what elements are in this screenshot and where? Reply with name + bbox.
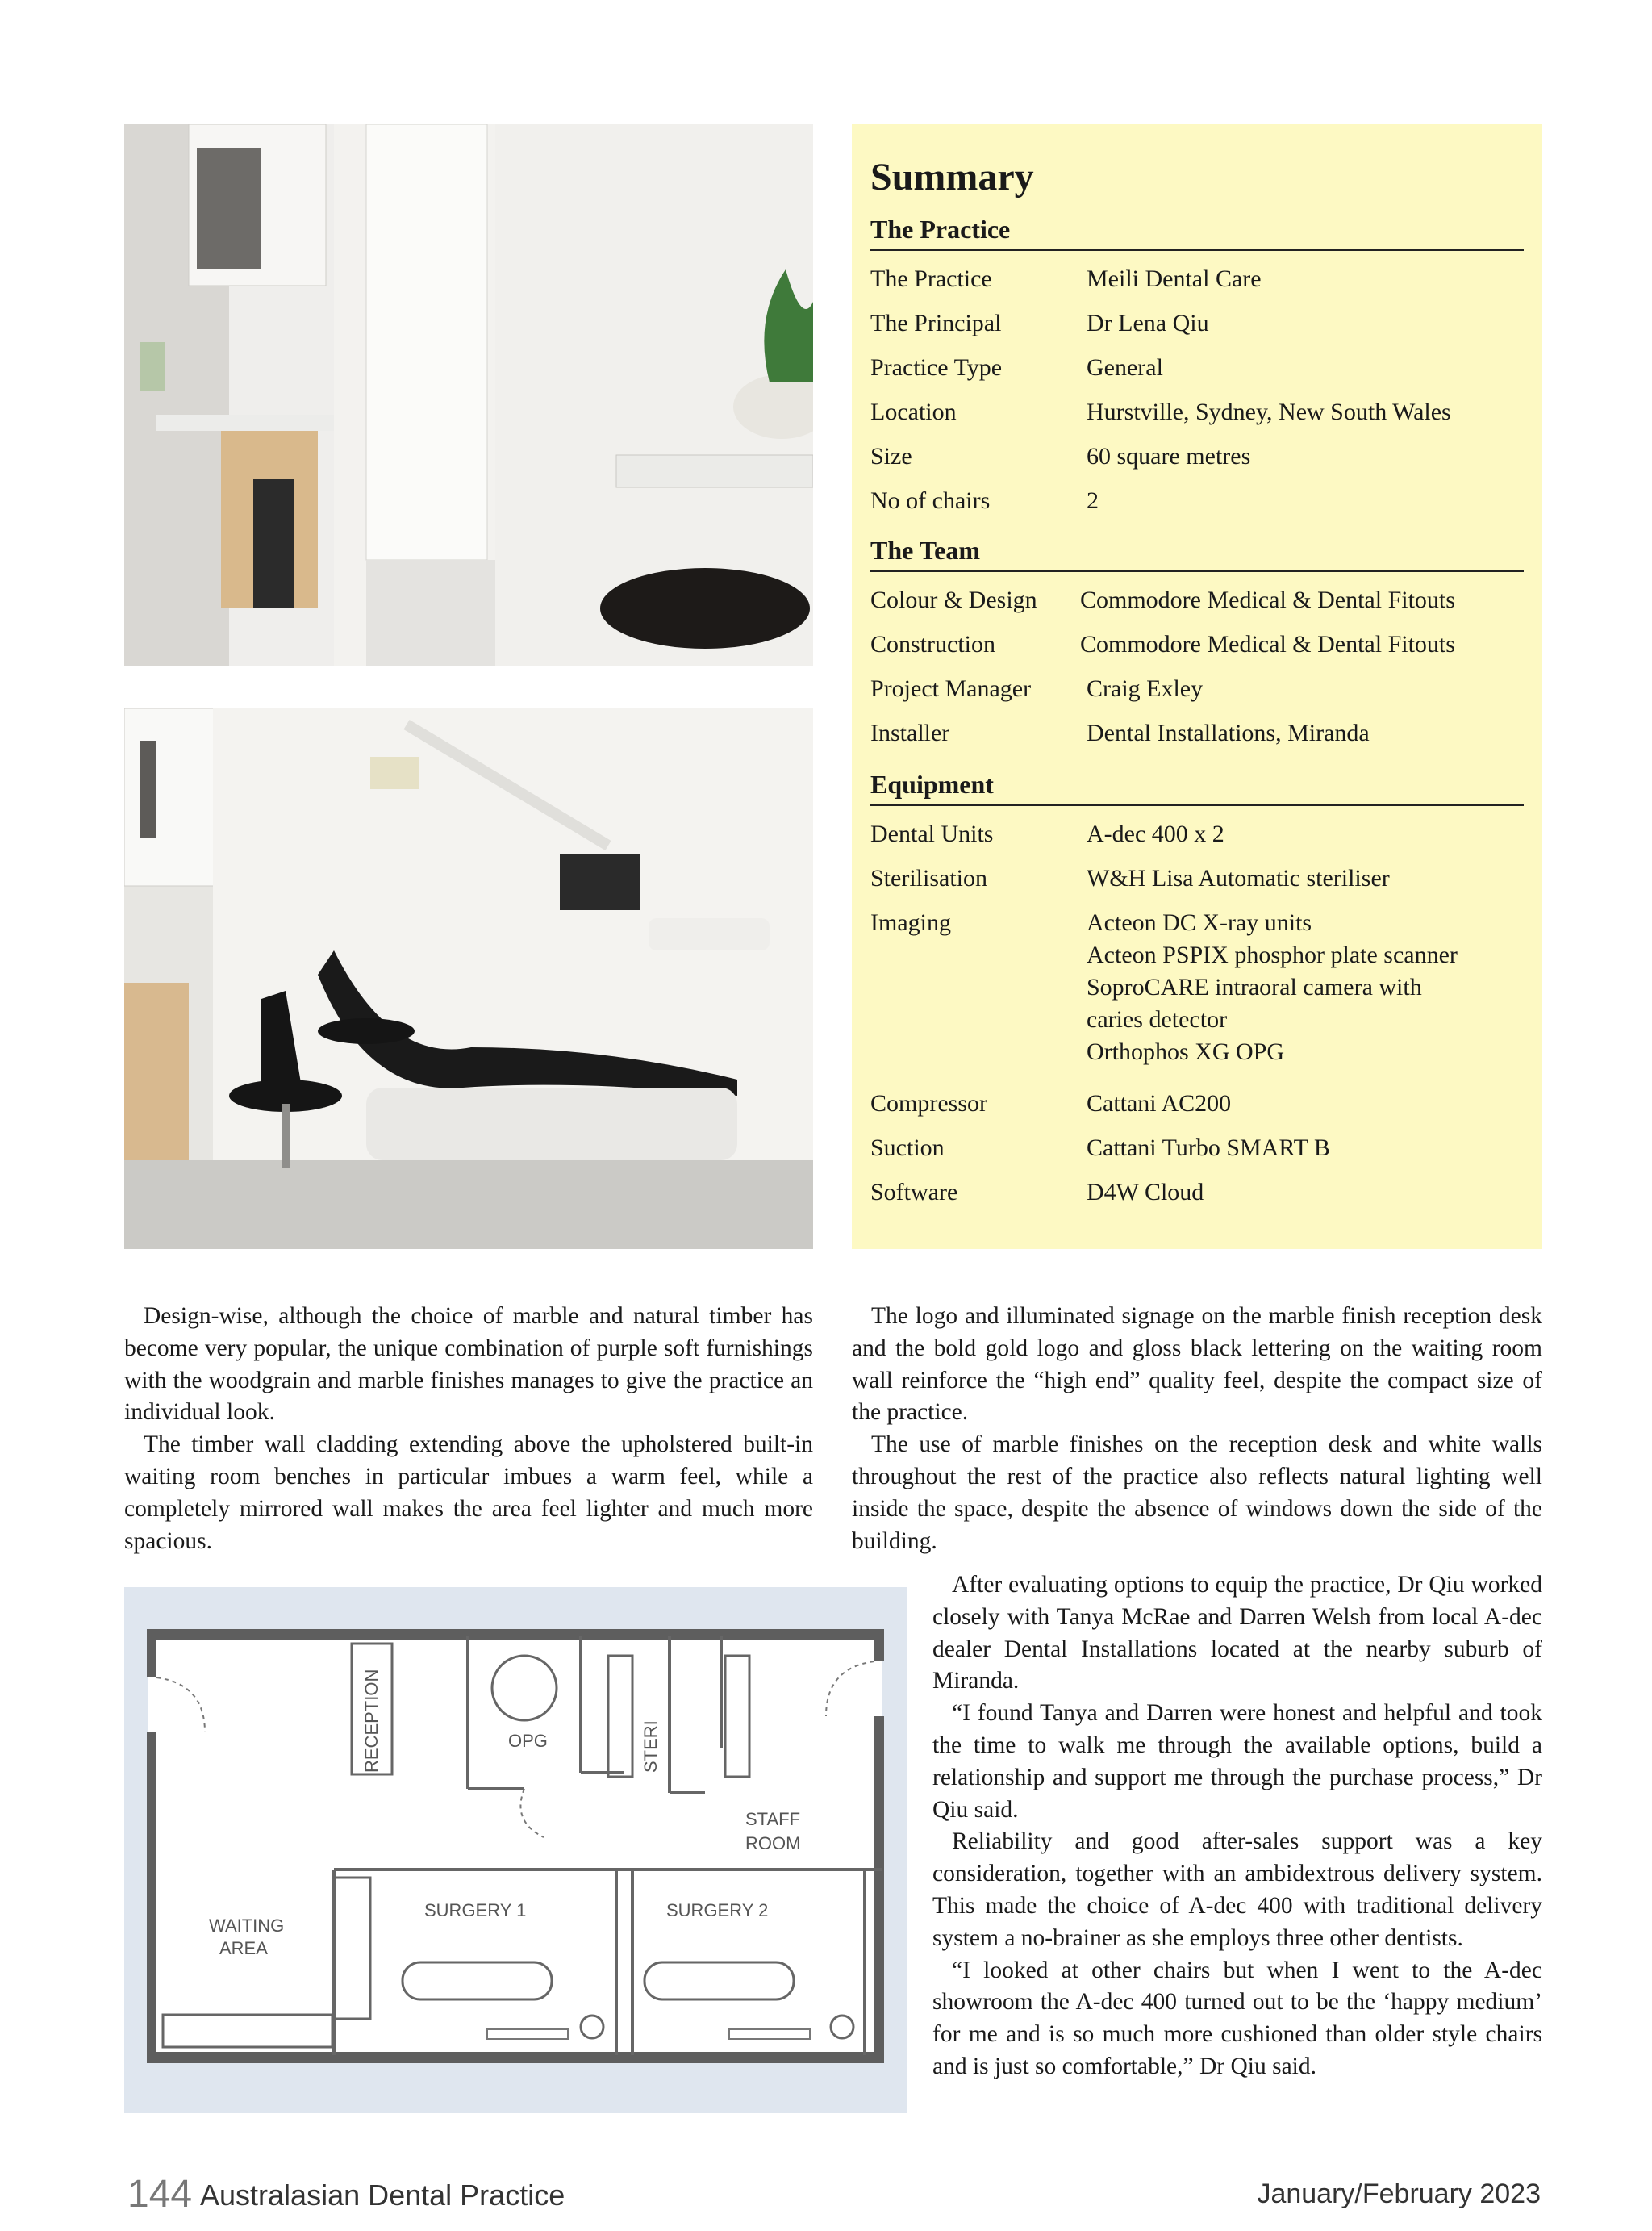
row-imaging: Imaging Acteon DC X-ray units Acteon PSPIX phosphor plate scanner SoproCARE intraoral camera with caries detector Orthophos XG OPG [870,907,1524,1068]
article-right-column-top [852,1301,1542,1557]
imaging-item: Orthophos XG OPG [1087,1038,1285,1065]
imaging-item: Acteon DC X-ray units [1087,909,1312,936]
article-paragraph: The logo and illuminated signage on the marble finish reception desk and the bold gold logo and gloss black lettering on the waiting room wall reinforce the “high end” quality feel, despite the compact size of the practice. [852,1303,1542,1426]
label-surgery-2: SURGERY 2 [666,1900,769,1920]
article-paragraph: “I found Tanya and Darren were honest and helpful and took the time to walk me through the available options, build a relationship and support me through the purchase process,” Dr Qiu said. [932,1700,1542,1823]
section-heading-practice: The Practice [870,215,1524,251]
article-left-column [124,1301,813,1557]
imaging-item: SoproCARE intraoral camera with [1087,974,1422,1001]
summary-title: Summary [870,156,1034,198]
section-heading-equipment: Equipment [870,770,1524,806]
label-waiting: WAITING [209,1916,285,1936]
article-paragraph: The use of marble finishes on the reception desk and white walls throughout the rest of the practice also reflects natural lighting well inside the space, despite the absence of windows down the side of the building. [852,1431,1542,1554]
article-paragraph: Design-wise, although the choice of marble and natural timber has become very popular, the unique combination of purple soft furnishings with the woodgrain and marble finishes manages to give the practice an individual look. [124,1303,813,1426]
floor-plan [124,1587,907,2113]
label-area: AREA [219,1938,268,1958]
photo-staff-kitchenette [124,124,813,666]
photo-surgery [124,708,813,1249]
label-reception: RECEPTION [361,1669,382,1773]
label-opg: OPG [508,1731,548,1751]
imaging-item: caries detector [1087,1006,1228,1033]
magazine-title: Australasian Dental Practice [200,2179,565,2212]
imaging-item: Acteon PSPIX phosphor plate scanner [1087,942,1458,968]
label-staff: STAFF [745,1809,801,1829]
article-paragraph: The timber wall cladding extending above the upholstered built-in waiting room benches in particular imbues a warm feel, while a completely mirrored wall makes the area feel lighter and much more spacious. [124,1431,813,1554]
article-paragraph: “I looked at other chairs but when I went to the A-dec showroom the A-dec 400 turned out to be the ‘happy medium’ for me and is so much more cushioned than older style chairs and is just so comfortable,” Dr Qiu said. [932,1957,1542,2079]
summary-box: Summary The Practice The Practice Meili Dental Care The Principal Dr Lena Qiu Practice Type General Location Hurstville, Sydney, New South Wales Size 60 square metres No of chairs 2 The Team Colour & Design Commodore Medical & Dental Fitouts Construction Commodore Medical & Dental Fitouts Project Manager Craig Exley Installer Dental Installations, Miranda Equipment Dental Units A-dec 400 x 2 Sterilisation W&H Lisa Automatic steriliser Imaging Acteon DC X-ray units Acteon PSPIX phosphor plate scanner SoproCARE intraoral camera with caries detector Orthophos XG OPG Compressor Cattani AC200 Suction Cattani Turbo SMART B Software D4W Cloud [852,124,1542,1249]
section-heading-team: The Team [870,536,1524,572]
article-paragraph: Reliability and good after-sales support was a key consideration, together with an ambidextrous delivery system. This made the choice of A-dec 400 with traditional delivery system a no-brainer as she employs three other dentists. [932,1828,1542,1951]
article-paragraph: After evaluating options to equip the practice, Dr Qiu worked closely with Tanya McRae and Darren Welsh from local A-dec dealer Dental Installations located at the nearby suburb of Miranda. [932,1572,1542,1694]
label-room: ROOM [745,1833,801,1853]
article-right-column-bottom [932,1569,1542,2083]
label-surgery-1: SURGERY 1 [424,1900,527,1920]
page-number: 144 [127,2173,193,2216]
issue-date: January/February 2023 [1257,2179,1541,2209]
label-steri: STERI [640,1720,661,1773]
